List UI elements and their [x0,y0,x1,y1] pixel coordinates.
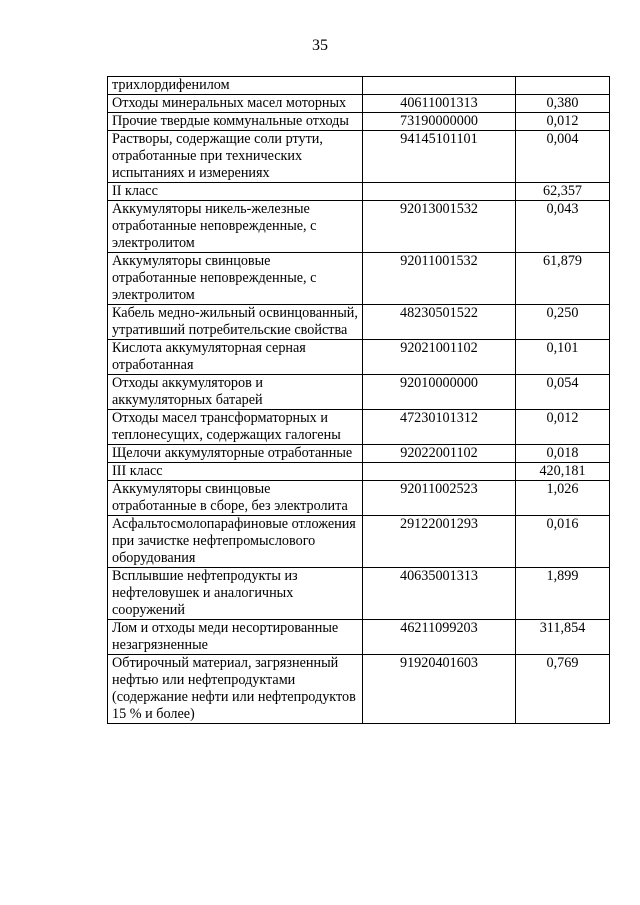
waste-code-cell: 73190000000 [363,113,516,131]
waste-code-cell [363,77,516,95]
waste-name-cell: Всплывшие нефтепродукты из нефтеловушек и аналогичных сооружений [108,568,363,620]
waste-mass-cell: 0,012 [516,113,610,131]
table-row [108,340,610,375]
waste-name-cell: Кабель медно-жильный освинцованный, утративший потребительские свойства [108,305,363,340]
waste-mass-cell: 311,854 [516,620,610,655]
waste-mass-cell: 0,012 [516,410,610,445]
table-row [108,201,610,253]
waste-mass-cell: 0,380 [516,95,610,113]
table-row [108,95,610,113]
hazard-class-row [108,463,610,481]
waste-mass-cell: 1,026 [516,481,610,516]
waste-name-cell: Прочие твердые коммунальные отходы [108,113,363,131]
hazard-class-row [108,183,610,201]
waste-mass-cell: 1,899 [516,568,610,620]
waste-mass-cell: 61,879 [516,253,610,305]
hazard-class-label: II класс [108,183,363,201]
waste-table-body [108,77,610,724]
page-number: 35 [312,37,328,54]
waste-mass-cell: 0,101 [516,340,610,375]
waste-code-cell [363,183,516,201]
waste-code-cell: 47230101312 [363,410,516,445]
table-row [108,516,610,568]
waste-name-cell: Аккумуляторы свинцовые отработанные в сборе, без электролита [108,481,363,516]
waste-mass-cell: 0,043 [516,201,610,253]
waste-name-cell: Лом и отходы меди несортированные незагрязненные [108,620,363,655]
hazard-class-total: 420,181 [516,463,610,481]
table-row [108,481,610,516]
waste-code-cell: 91920401603 [363,655,516,724]
waste-code-cell: 48230501522 [363,305,516,340]
waste-code-cell: 92011002523 [363,481,516,516]
waste-code-cell: 94145101101 [363,131,516,183]
waste-name-cell: Растворы, содержащие соли ртути, отработанные при технических испытаниях и измерениях [108,131,363,183]
table-row [108,445,610,463]
waste-code-cell: 92013001532 [363,201,516,253]
waste-code-cell [363,463,516,481]
waste-name-cell: Отходы масел трансформаторных и теплонесущих, содержащих галогены [108,410,363,445]
waste-name-cell: трихлордифенилом [108,77,363,95]
waste-name-cell: Обтирочный материал, загрязненный нефтью или нефтепродуктами (содержание нефти или нефтепродуктов 15 % и более) [108,655,363,724]
waste-code-cell: 46211099203 [363,620,516,655]
table-row [108,131,610,183]
waste-mass-cell: 0,250 [516,305,610,340]
table-row [108,253,610,305]
waste-name-cell: Аккумуляторы никель-железные отработанные неповрежденные, с электролитом [108,201,363,253]
waste-mass-cell: 0,018 [516,445,610,463]
waste-name-cell: Щелочи аккумуляторные отработанные [108,445,363,463]
waste-code-cell: 92021001102 [363,340,516,375]
waste-table [107,76,610,724]
waste-code-cell: 40635001313 [363,568,516,620]
table-row [108,305,610,340]
table-row [108,77,610,95]
waste-name-cell: Кислота аккумуляторная серная отработанная [108,340,363,375]
waste-code-cell: 92022001102 [363,445,516,463]
table-row [108,410,610,445]
waste-code-cell: 40611001313 [363,95,516,113]
waste-mass-cell: 0,054 [516,375,610,410]
waste-name-cell: Отходы аккумуляторов и аккумуляторных батарей [108,375,363,410]
table-row [108,568,610,620]
hazard-class-total: 62,357 [516,183,610,201]
waste-mass-cell: 0,769 [516,655,610,724]
waste-name-cell: Отходы минеральных масел моторных [108,95,363,113]
waste-mass-cell: 0,004 [516,131,610,183]
waste-mass-cell: 0,016 [516,516,610,568]
table-row [108,620,610,655]
table-row [108,375,610,410]
waste-name-cell: Аккумуляторы свинцовые отработанные неповрежденные, с электролитом [108,253,363,305]
waste-name-cell: Асфальтосмолопарафиновые отложения при зачистке нефтепромыслового оборудования [108,516,363,568]
waste-mass-cell [516,77,610,95]
waste-code-cell: 92011001532 [363,253,516,305]
waste-code-cell: 92010000000 [363,375,516,410]
table-row [108,113,610,131]
waste-code-cell: 29122001293 [363,516,516,568]
hazard-class-label: III класс [108,463,363,481]
table-row [108,655,610,724]
